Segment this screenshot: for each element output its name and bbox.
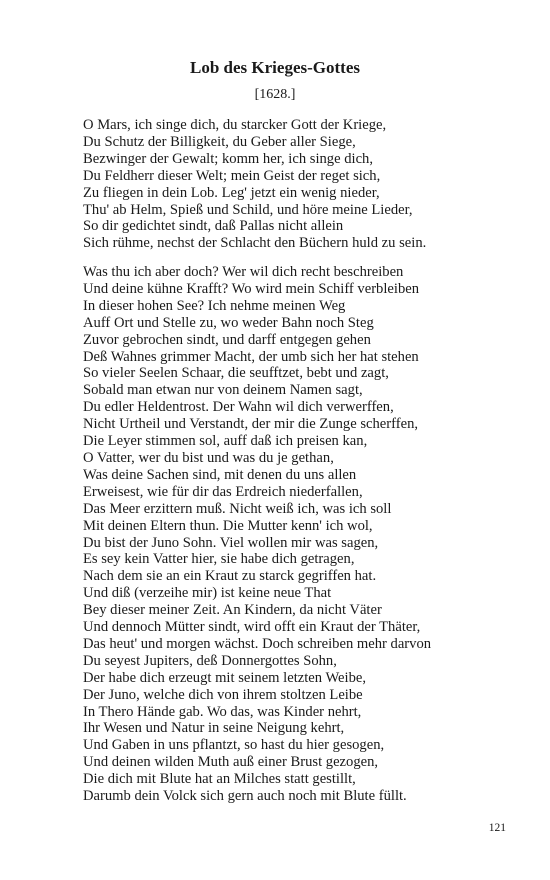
poem-line: Und Gaben in uns pflantzt, so hast du hier gesogen, xyxy=(83,737,385,754)
poem-title: Lob des Krieges-Gottes xyxy=(190,58,360,77)
poem-line: Die dich mit Blute hat an Milches statt gestillt, xyxy=(83,771,356,788)
poem-line: Und dennoch Mütter sindt, wird offt ein Kraut der Thäter, xyxy=(83,619,421,636)
poem-line: Zuvor gebrochen sindt, und darff entgegen gehen xyxy=(83,331,371,348)
poem-line: Du Schutz der Billigkeit, du Geber aller Siege, xyxy=(83,133,356,150)
poem-line: Du seyest Jupiters, deß Donnergottes Sohn, xyxy=(83,652,337,669)
poem-line: O Vatter, wer du bist und was du je gethan, xyxy=(83,449,334,466)
poem-line: O Mars, ich singe dich, du starcker Gott der Kriege, xyxy=(83,117,387,133)
poem-line: Der Juno, welche dich von ihrem stoltzen Leibe xyxy=(83,686,363,703)
poem-line: So dir gedichtet sindt, daß Pallas nicht allein xyxy=(83,218,344,235)
poem-line: Der habe dich erzeugt mit seinem letzten Weibe, xyxy=(83,669,367,686)
poem-line: Zu fliegen in dein Lob. Leg' jetzt ein wenig nieder, xyxy=(83,184,380,201)
poem-line: Das heut' und morgen wächst. Doch schreiben mehr darvon xyxy=(83,635,432,652)
stanza xyxy=(83,264,503,805)
poem-line: Sobald man etwan nur von deinem Namen sagt, xyxy=(83,382,363,399)
poem-line: Auff Ort und Stelle zu, wo weder Bahn noch Steg xyxy=(83,314,374,331)
poem-line: Bezwinger der Gewalt; komm her, ich singe dich, xyxy=(83,150,373,167)
poem-line: So vieler Seelen Schaar, die seufftzet, bebt und zagt, xyxy=(83,365,389,382)
poem-line: Nach dem sie an ein Kraut zu starck gegriffen hat. xyxy=(83,568,377,585)
stanza xyxy=(83,117,503,252)
poem-line: In Thero Hände gab. Wo das, was Kinder nehrt, xyxy=(83,703,362,720)
poem-line: Mit deinen Eltern thun. Die Mutter kenn' ich wol, xyxy=(83,517,373,534)
poem-line: Bey dieser meiner Zeit. An Kindern, da nicht Väter xyxy=(83,602,382,619)
poem-line: Ihr Wesen und Natur in seine Neigung kehrt, xyxy=(83,720,345,737)
poem-line: Die Leyer stimmen sol, auff daß ich preisen kan, xyxy=(83,433,368,450)
poem-line: Das Meer erzittern muß. Nicht weiß ich, was ich soll xyxy=(83,500,392,517)
poem-line: Es sey kein Vatter hier, sie habe dich getragen, xyxy=(83,551,355,568)
poem-line: Was deine Sachen sind, mit denen du uns allen xyxy=(83,466,357,483)
poem-line: Sich rühme, nechst der Schlacht den Büchern huld zu sein. xyxy=(83,235,427,252)
poem-line: Du edler Heldentrost. Der Wahn wil dich verwerffen, xyxy=(83,399,394,416)
poem-line: Du Feldherr dieser Welt; mein Geist der reget sich, xyxy=(83,167,381,184)
poem-line: Erweisest, wie für dir das Erdreich niederfallen, xyxy=(83,483,363,500)
poem-line: In dieser hohen See? Ich nehme meinen Weg xyxy=(83,297,346,314)
poem-line: Deß Wahnes grimmer Macht, der umb sich her hat stehen xyxy=(83,348,419,365)
page-number: 121 xyxy=(488,822,506,834)
poem-line: Was thu ich aber doch? Wer wil dich recht beschreiben xyxy=(83,264,404,280)
poem-line: Darumb dein Volck sich gern auch noch mit Blute füllt. xyxy=(83,788,407,805)
poem-line: Und deinen wilden Muth auß einer Brust gezogen, xyxy=(83,754,379,771)
poem-line: Du bist der Juno Sohn. Viel wollen mir was sagen, xyxy=(83,534,379,551)
poem-year: [1628.] xyxy=(254,87,296,102)
poem-line: Und diß (verzeihe mir) ist keine neue That xyxy=(83,585,332,602)
poem-line: Und deine kühne Krafft? Wo wird mein Schiff verbleiben xyxy=(83,280,420,297)
poem-line: Thu' ab Helm, Spieß und Schild, und höre meine Lieder, xyxy=(83,201,413,218)
poem-line: Nicht Urtheil und Verstandt, der mir die Zunge scherffen, xyxy=(83,416,419,433)
